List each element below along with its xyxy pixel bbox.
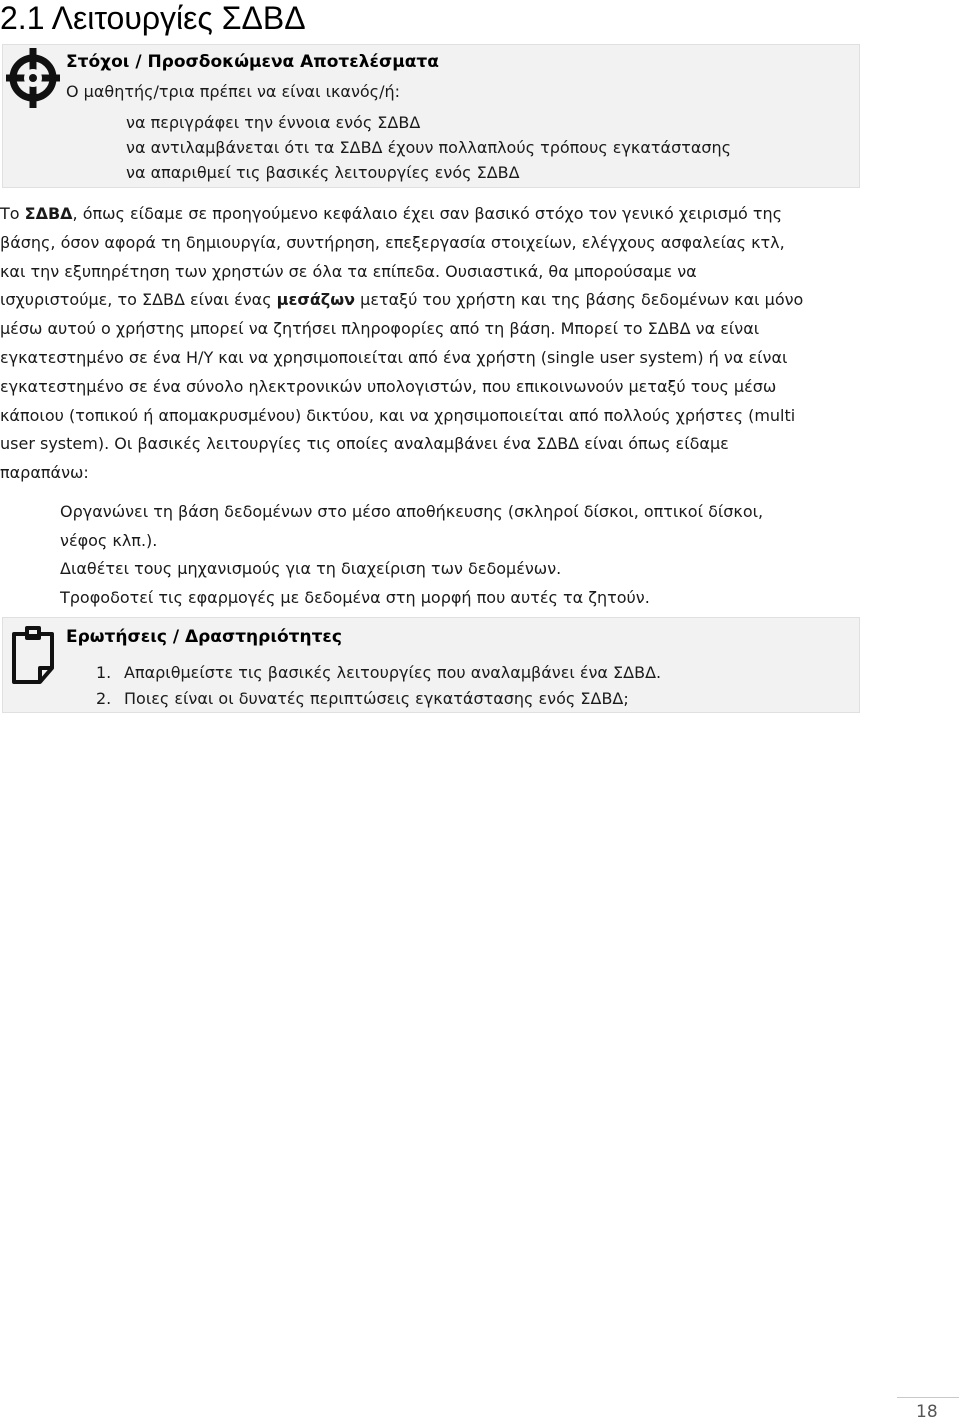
paragraph-line: κάποιου (τοπικού ή απομακρυσμένου) δικτύου, και να χρησιμοποιείται από πολλούς χρήστες (multi <box>0 405 796 425</box>
paragraph-line: και την εξυπηρέτηση των χρηστών σε όλα τα επίπεδα. Ουσιαστικά, θα μπορούσαμε να <box>0 261 697 281</box>
page-number: 18 <box>916 1402 938 1422</box>
body-paragraph <box>0 200 860 488</box>
paragraph-line: μέσω αυτού ο χρήστης μπορεί να ζητήσει πληροφορίες από τη βάση. Μπορεί το ΣΔΒΔ να είναι <box>0 319 760 339</box>
paragraph-line: εγκατεστημένο σε ένα σύνολο ηλεκτρονικών υπολογιστών, που επικοινωνούν μεταξύ τους μέσω <box>0 376 777 396</box>
functions-list <box>60 498 763 612</box>
goals-list <box>126 110 731 185</box>
mediator-term: μεσάζων <box>276 290 356 310</box>
function-item: Οργανώνει τη βάση δεδομένων στο μέσο αποθήκευσης (σκληροί δίσκοι, οπτικοί δίσκοι, νέφος κλπ.). <box>60 502 764 550</box>
paragraph-line: παραπάνω: <box>0 463 89 483</box>
question-item: 1. Απαριθμείστε τις βασικές λειτουργίες που αναλαμβάνει ένα ΣΔΒΔ. <box>96 663 662 682</box>
goal-item: να απαριθμεί τις βασικές λειτουργίες ενός ΣΔΒΔ <box>126 163 520 182</box>
goals-intro: Ο μαθητής/τρια πρέπει να είναι ικανός/ή: <box>66 82 400 101</box>
goal-item: να περιγράφει την έννοια ενός ΣΔΒΔ <box>126 113 421 132</box>
goal-item: να αντιλαμβάνεται ότι τα ΣΔΒΔ έχουν πολλαπλούς τρόπους εγκατάστασης <box>126 138 732 157</box>
footer-rule <box>897 1397 959 1398</box>
questions-heading: Ερωτήσεις / Δραστηριότητες <box>66 627 342 647</box>
paragraph-line: βάσης, όσον αφορά τη δημιουργία, συντήρηση, επεξεργασία στοιχείων, ελέγχους ασφαλείας κτλ, <box>0 232 785 252</box>
paragraph-line: ισχυριστούμε, το ΣΔΒΔ είναι ένας μεσάζων μεταξύ του χρήστη και της βάσης δεδομένων και μόνο <box>0 290 804 310</box>
goals-heading: Στόχοι / Προσδοκώμενα Αποτελέσματα <box>66 52 439 72</box>
paragraph-line: user system). Οι βασικές λειτουργίες τις οποίες αναλαμβάνει ένα ΣΔΒΔ είναι όπως είδαμε <box>0 434 729 454</box>
section-title: 2.1 Λειτουργίες ΣΔΒΔ <box>0 0 306 36</box>
clipboard-icon <box>10 624 56 686</box>
target-icon <box>4 46 62 110</box>
paragraph-line: εγκατεστημένο σε ένα Η/Υ και να χρησιμοποιείται από ένα χρήστη (single user system) ή να είναι <box>0 347 788 367</box>
paragraph-line: Το ΣΔΒΔ, όπως είδαμε σε προηγούμενο κεφάλαιο έχει σαν βασικό στόχο τον γενικό χειρισμό της <box>0 204 783 223</box>
function-item: Διαθέτει τους μηχανισμούς για τη διαχείριση των δεδομένων. <box>60 559 562 578</box>
questions-list <box>96 660 661 712</box>
question-item: 2. Ποιες είναι οι δυνατές περιπτώσεις εγκατάστασης ενός ΣΔΒΔ; <box>96 689 629 708</box>
function-item: Τροφοδοτεί τις εφαρμογές με δεδομένα στη μορφή που αυτές τα ζητούν. <box>60 587 650 607</box>
dbms-term: ΣΔΒΔ <box>24 204 73 223</box>
